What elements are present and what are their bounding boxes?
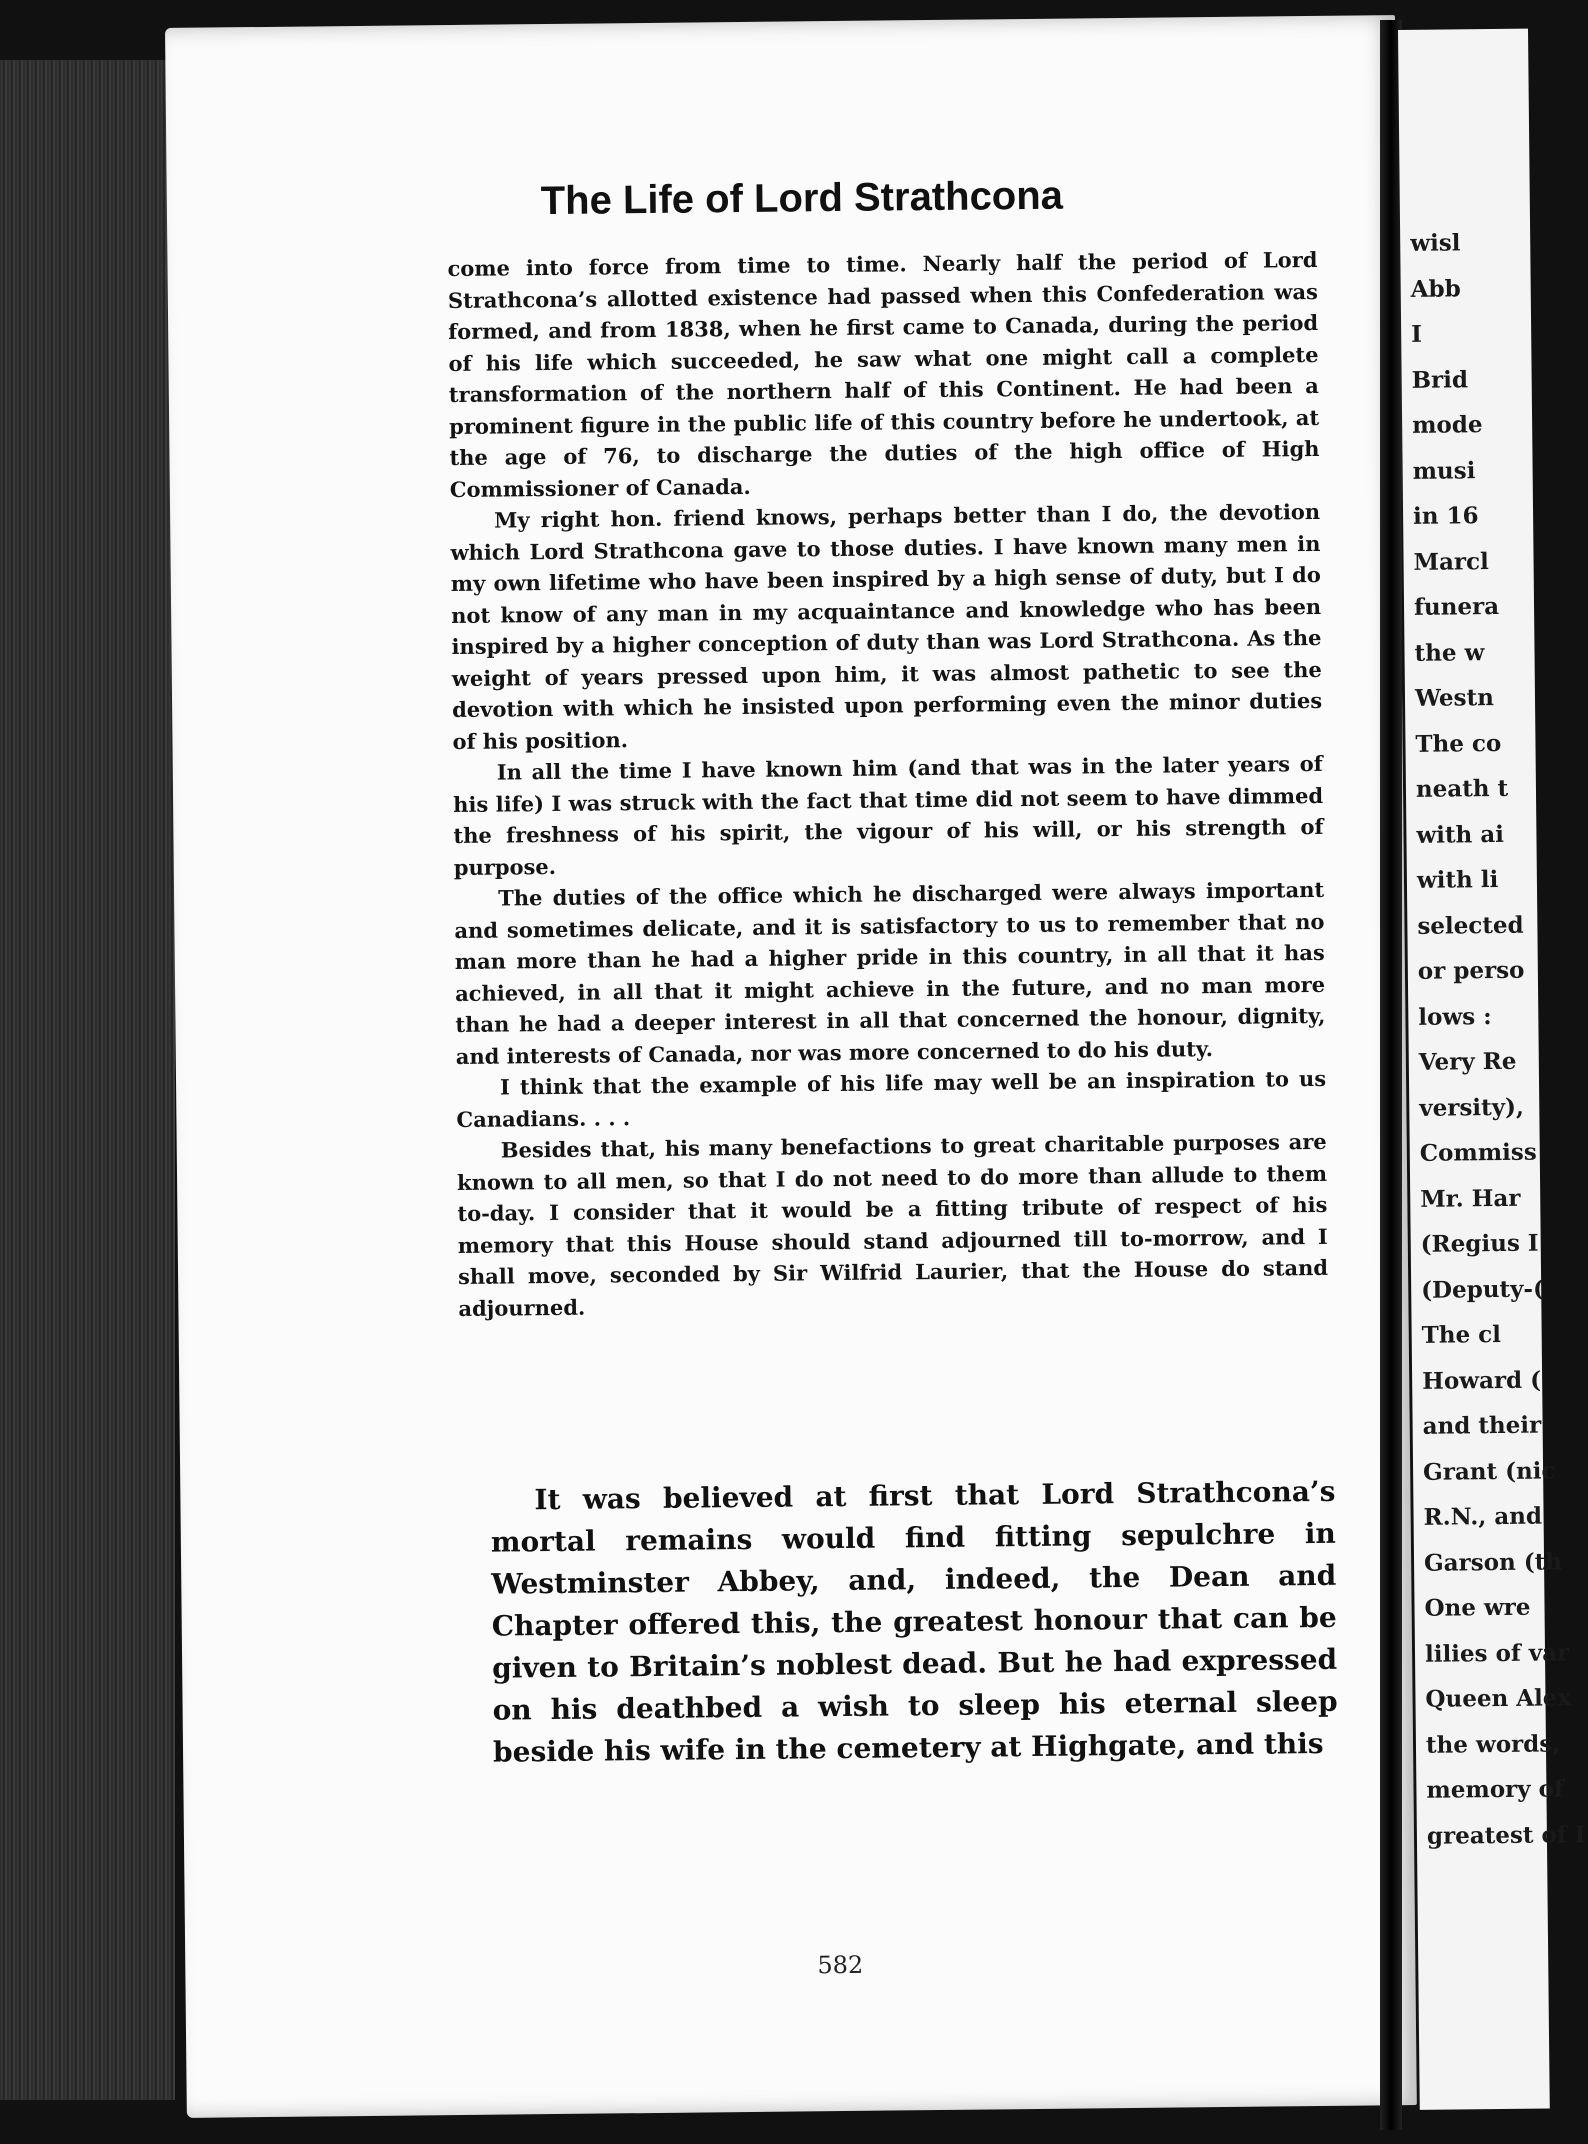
book-gutter bbox=[1380, 20, 1402, 2130]
book-page-left bbox=[165, 15, 1417, 2118]
paragraph-2: My right hon. friend knows, perhaps better than I do, the devotion which Lord Strathcona gave to those duties. I have known many men in my own lifetime who have been inspired by a high sense of duty, but I do not know of any man in my acquaintance and knowledge who has been inspired by a higher conception of duty than was Lord Strathcona. As the weight of years pressed upon him, it was almost pathetic to see the devotion with which he insisted upon performing even the minor duties of his position. bbox=[450, 498, 1323, 754]
paragraph-3: In all the time I have known him (and that was in the later years of his life) I was struck with the fact that time did not seem to have dimmed the freshness of his spirit, the vigour of his will, or his strength of purpose. bbox=[453, 750, 1324, 880]
facing-page-line: neath t bbox=[1415, 774, 1509, 803]
facing-page-line: wisl bbox=[1410, 229, 1461, 257]
facing-page-line: lows : bbox=[1418, 1002, 1492, 1031]
facing-page-line: Very Re bbox=[1418, 1047, 1517, 1076]
facing-page-line: with li bbox=[1416, 865, 1499, 894]
page-title: The Life of Lord Strathcona bbox=[540, 173, 1064, 224]
facing-page-line: and their bbox=[1422, 1411, 1542, 1440]
facing-page-line: the words, bbox=[1425, 1729, 1561, 1759]
facing-page-line: memory of bbox=[1426, 1775, 1564, 1804]
facing-page-line: I bbox=[1411, 320, 1423, 348]
facing-page-line: Commiss bbox=[1419, 1138, 1537, 1167]
facing-page-line: (Deputy-( bbox=[1421, 1275, 1545, 1304]
closing-paragraph: It was believed at first that Lord Strathcona’s mortal remains would find fitting sepulchre in Westminster Abbey, and, indeed, the Dean and Chapter offered this, the greatest honour that can be given to Britain’s noblest dead. But he had expressed on his deathbed a wish to sleep his eternal sleep beside his wife in the cemetery at Highgate, and this bbox=[490, 1474, 1338, 1769]
facing-page-line: The co bbox=[1415, 729, 1502, 758]
facing-page-line: in 16 bbox=[1412, 502, 1479, 530]
facing-page-line: The cl bbox=[1421, 1320, 1502, 1349]
paragraph-1: come into force from time to time. Nearly half the period of Lord Strathcona’s allotted existence had passed when this Confederation was formed, and from 1838, when he first came to Canada, during the period of his life which succeeded, he saw what one might call a complete transformation of the northern half of this Continent. He had been a prominent figure in the public life of this country before he undertook, at the age of 76, to discharge the duties of the high office of High Commissioner of Canada. bbox=[447, 246, 1320, 502]
paragraph-6: Besides that, his many benefactions to great charitable purposes are known to all men, so that I do not need to do more than allude to them to-day. I consider that it would be a fitting tribute of respect of his memory that this House should stand adjourned till to-morrow, and I shall move, seconded by Sir Wilfrid Laurier, that the House do stand adjourned. bbox=[456, 1128, 1329, 1321]
facing-page-line: Abb bbox=[1410, 274, 1461, 303]
facing-page-line: lilies of var bbox=[1424, 1638, 1570, 1668]
facing-page-line: mode bbox=[1411, 411, 1483, 439]
paragraph-5: I think that the example of his life may well be an inspiration to us Canadians. . . . bbox=[456, 1065, 1327, 1132]
facing-page-line: Marcl bbox=[1413, 547, 1489, 576]
facing-page-line: funera bbox=[1413, 592, 1500, 621]
facing-page-line: greatest of I bbox=[1426, 1820, 1586, 1850]
book-page-edges bbox=[0, 60, 175, 2100]
facing-page-line: (Regius I bbox=[1420, 1229, 1539, 1258]
facing-page-line: Queen Alex bbox=[1425, 1684, 1572, 1713]
book-page-right bbox=[1398, 29, 1586, 2110]
paragraph-4: The duties of the office which he discharged were always important and sometimes delicate, and it is satisfactory to us to remember that no man more than he had a higher pride in this country, in all that it has achieved, in all that it might achieve in the future, and no man more than he had a deeper interest in all that concerned the honour, dignity, and interests of Canada, nor was more concerned to do his duty. bbox=[454, 876, 1326, 1069]
facing-page-line: selected bbox=[1417, 911, 1524, 940]
facing-page-line: Brid bbox=[1411, 365, 1469, 394]
facing-page-line: Garson (th bbox=[1423, 1547, 1563, 1577]
facing-page-line: Howard ( bbox=[1422, 1366, 1542, 1395]
body-text bbox=[447, 244, 1328, 1324]
facing-page-line: or perso bbox=[1417, 956, 1525, 985]
facing-page-line: One wre bbox=[1424, 1593, 1531, 1622]
facing-page-line: Mr. Har bbox=[1420, 1184, 1521, 1213]
facing-page-line: versity), bbox=[1419, 1093, 1525, 1122]
facing-page-line: R.N., and bbox=[1423, 1502, 1543, 1531]
facing-page-line: musi bbox=[1412, 456, 1476, 485]
facing-page-line: Grant (nic bbox=[1422, 1456, 1556, 1486]
facing-page-line: the w bbox=[1414, 638, 1485, 667]
facing-page-line: Westn bbox=[1414, 684, 1495, 712]
facing-page-text bbox=[1398, 29, 1586, 1850]
page-number: 582 bbox=[817, 1950, 864, 1980]
facing-page-line: with ai bbox=[1416, 820, 1505, 849]
